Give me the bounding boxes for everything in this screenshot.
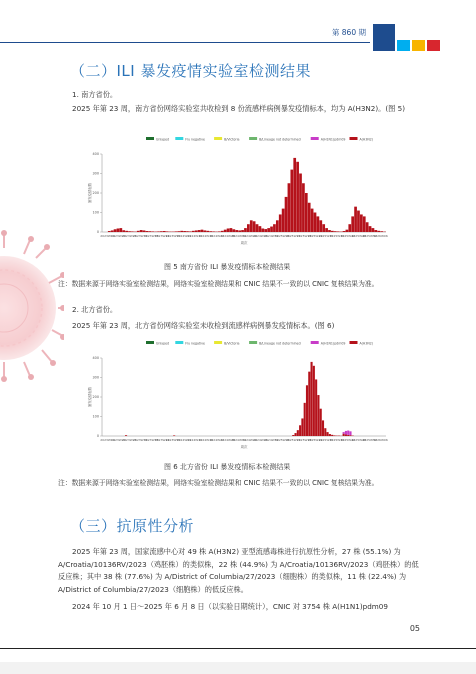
chart-bar [294, 433, 296, 436]
x-tick-label: 2024W16 [198, 438, 213, 442]
chart-bar [343, 231, 346, 232]
chart-bar [324, 428, 326, 436]
legend-label: A(H3N2) [359, 341, 374, 346]
chart-bar [343, 432, 345, 434]
x-tick-label: 2025W30 [318, 438, 334, 442]
chart-bar [293, 158, 296, 232]
x-tick-label: 2025W36 [329, 438, 345, 442]
legend-label: Unlyped [156, 341, 170, 346]
chart-bar [372, 228, 375, 232]
chart-bar [337, 231, 340, 232]
chart-bar [305, 193, 308, 232]
chart-bar [276, 220, 279, 232]
y-tick-label: 200 [92, 191, 99, 196]
chart-bar [297, 430, 299, 436]
chart-legend [146, 137, 373, 142]
chart-bar [235, 230, 238, 232]
legend-label: B/Victoria [224, 341, 240, 346]
chart-bar [346, 230, 349, 232]
y-tick-label: 400 [92, 152, 99, 157]
x-tick-label: 2024W04 [176, 438, 192, 442]
chart-bar [349, 431, 351, 435]
legend-label: Flu negative [185, 341, 206, 346]
chart-bar [288, 183, 291, 232]
y-tick-label: 100 [92, 210, 99, 215]
chart-bar [273, 224, 276, 232]
legend-swatch [249, 341, 257, 344]
chart-bar [108, 231, 111, 232]
x-tick-label: 2023W26 [122, 438, 137, 442]
chart-bar [290, 170, 293, 232]
x-tick-label: 2025W24 [307, 438, 323, 442]
x-tick-label: 2025W18 [296, 234, 312, 238]
south-paragraph: 2025 年第 23 周，南方省份网络实验室共收检到 8 份流感样病例暴发疫情标本，均为 A(H3N2)。(图 5) [72, 104, 406, 113]
chart-bar [357, 211, 360, 232]
chart-bar [333, 435, 335, 436]
y-axis-label: 暴发疫情起数 [88, 182, 92, 204]
virus-decoration [0, 228, 64, 388]
chart-bar [351, 216, 354, 232]
chart-bar [180, 231, 183, 232]
chart-bar [327, 432, 329, 436]
footer-rule [0, 648, 476, 649]
chart-bar [369, 226, 372, 232]
chart-bar [347, 435, 349, 436]
chart-bar [325, 228, 328, 232]
chart-bar [308, 372, 310, 436]
chart-bar [241, 230, 244, 232]
chart-bar [363, 216, 366, 232]
x-tick-label: 2024W34 [231, 438, 246, 442]
y-tick-label: 300 [92, 171, 99, 176]
chart-bar [304, 403, 306, 436]
chart-bar [209, 231, 212, 232]
section-title-antigenic: （三）抗原性分析 [70, 517, 195, 535]
chart-bar [259, 226, 262, 232]
legend-label: B/Lineage not determined [259, 137, 301, 142]
x-tick-label: 2024W10 [187, 438, 203, 442]
x-tick-label: 2024W22 [209, 438, 224, 442]
y-axis-label: 暴发疫情起数 [88, 386, 92, 408]
figure-6 [86, 336, 396, 456]
chart-bar [131, 231, 134, 232]
section-title-ili: （二）ILI 暴发疫情实验室检测结果 [70, 62, 311, 80]
chart-bar [299, 425, 301, 436]
x-tick-label: 2023W14 [100, 438, 115, 442]
figure-5-caption: 图 5 南方省份 ILI 暴发疫情标本检测结果 [164, 263, 291, 271]
chart-bar [166, 231, 169, 232]
chart-bar [201, 230, 204, 232]
x-tick-label: 2025W52 [362, 234, 377, 238]
chart-bar [186, 231, 189, 232]
x-tick-label: 2024W46 [253, 234, 268, 238]
chart-bar [128, 231, 131, 232]
south-heading: 1. 南方省份。 [72, 90, 118, 99]
legend-swatch [249, 137, 257, 140]
legend-label: A(H1N1)pdm09 [320, 137, 346, 142]
x-tick-label: 2023W20 [111, 234, 126, 238]
chart-bar [175, 231, 178, 232]
x-tick-label: 2023W44 [154, 234, 170, 238]
chart-bar [311, 362, 313, 436]
x-tick-label: 2023W20 [111, 438, 126, 442]
chart-bar [250, 220, 253, 232]
legend-swatch [350, 341, 358, 344]
chart-bar [320, 409, 322, 436]
x-tick-label: 2023W32 [133, 438, 148, 442]
header-block-red [427, 40, 440, 51]
chart-bar [306, 385, 308, 436]
chart-bar [148, 231, 151, 232]
chart-bar [377, 231, 380, 232]
chart-bar [177, 231, 180, 232]
legend-swatch [311, 137, 319, 140]
chart-bar [122, 230, 125, 232]
header-block-navy [373, 24, 395, 51]
chart-bar [322, 420, 324, 436]
chart-bar [279, 214, 282, 232]
x-tick-label: 2025W42 [340, 234, 355, 238]
chart-bar [261, 228, 264, 232]
x-tick-label: 2025W12 [285, 438, 301, 442]
legend-label: A(H3N2) [359, 137, 374, 142]
south-ili-chart [86, 132, 396, 252]
chart-bar [119, 228, 122, 232]
x-tick-label: 2025W36 [329, 234, 345, 238]
chart-bar [173, 435, 175, 436]
legend-swatch [311, 341, 319, 344]
legend-label: A(H1N1)pdm09 [320, 341, 346, 346]
chart-bar [157, 231, 160, 232]
chart-bar [267, 228, 270, 232]
chart-bar [117, 228, 120, 232]
chart-bar [183, 231, 186, 232]
x-tick-label: 2024W52 [264, 438, 279, 442]
legend-label: Unlyped [156, 137, 170, 142]
chart-bar [366, 222, 369, 232]
chart-bar [285, 197, 288, 232]
x-tick-label: 2024W16 [198, 234, 213, 238]
figure-6-caption: 图 6 北方省份 ILI 暴发疫情标本检测结果 [164, 463, 291, 471]
chart-bar [322, 224, 325, 232]
chart-bar [360, 214, 363, 232]
chart-bar [212, 231, 215, 232]
chart-bar [204, 230, 207, 232]
x-tick-label: 2024W04 [176, 234, 192, 238]
legend-swatch [214, 137, 222, 140]
chart-bar [206, 231, 209, 232]
chart-bar [348, 224, 351, 232]
figure-5-note: 注：数据来源于网络实验室检测结果，网络实验室检测结果和 CNIC 结果不一致的以 CNIC 复核结果为准。 [58, 280, 379, 288]
header-color-blocks [373, 24, 440, 51]
chart-bar [345, 431, 347, 435]
legend-swatch [175, 341, 183, 344]
y-tick-label: 100 [92, 414, 99, 419]
chart-bar [227, 228, 230, 232]
legend-swatch [350, 137, 358, 140]
chart-bar [146, 231, 149, 232]
x-tick-label: 2023W50 [165, 234, 181, 238]
y-tick-label: 0 [96, 434, 99, 439]
chart-bar [347, 431, 349, 435]
chart-bar [230, 228, 233, 232]
legend-label: B/Lineage not determined [259, 341, 301, 346]
chart-bar [192, 231, 195, 232]
chart-bar [282, 209, 285, 232]
chart-bar [329, 434, 331, 436]
header-block-yellow [412, 40, 425, 51]
chart-bar [256, 224, 259, 232]
x-tick-label: 2024W34 [231, 234, 246, 238]
chart-legend [146, 341, 373, 346]
chart-bar [137, 231, 140, 232]
x-tick-label: 2023W44 [154, 438, 170, 442]
figure-5 [86, 132, 396, 252]
x-axis-label: 周次 [240, 445, 248, 449]
chart-bar [264, 229, 267, 232]
chart-bar [292, 435, 294, 436]
chart-bar [331, 435, 333, 436]
x-tick-label: 2025W12 [285, 234, 301, 238]
chart-bar [301, 418, 303, 436]
chart-bar [224, 230, 227, 232]
north-paragraph: 2025 年第 23 周，北方省份网络实验室未收检到流感样病例暴发疫情标本。(图 6) [72, 321, 335, 330]
chart-bar [317, 395, 319, 436]
chart-bar [299, 174, 302, 233]
x-tick-label: 2024W46 [253, 438, 268, 442]
chart-bar [114, 229, 117, 232]
chart-bar [189, 231, 192, 232]
x-tick-label: 2023W38 [143, 234, 159, 238]
x-tick-label: 2025W06 [275, 438, 290, 442]
north-heading: 2. 北方省份。 [72, 305, 118, 314]
chart-bar [238, 230, 241, 232]
chart-bar [319, 220, 322, 232]
x-tick-label: 2024W10 [187, 234, 203, 238]
x-tick-label: 2025W30 [318, 234, 334, 238]
legend-swatch [214, 341, 222, 344]
footer-band [0, 662, 476, 674]
y-tick-label: 300 [92, 375, 99, 380]
chart-bar [247, 224, 250, 232]
x-axis-label: 周次 [240, 241, 248, 245]
figure-6-note: 注：数据来源于网络实验室检测结果，网络实验室检测结果和 CNIC 结果不一致的以 CNIC 复核结果为准。 [58, 479, 379, 487]
chart-bar [143, 230, 146, 232]
x-tick-label: 2024W28 [220, 234, 235, 238]
chart-bar [253, 221, 256, 232]
chart-bar [314, 213, 317, 233]
chart-bar [140, 230, 143, 232]
antigenic-paragraph-2: 2024 年 10 月 1 日～2025 年 6 月 8 日（以实验日期统计），CNIC 对 3754 株 A(H1N1)pdm09 [72, 602, 388, 611]
chart-bar [328, 230, 331, 232]
chart-bar [125, 435, 127, 436]
x-tick-label: 2025W42 [340, 438, 355, 442]
x-tick-label: 2023W38 [143, 438, 159, 442]
chart-bar [233, 229, 236, 232]
chart-bar [302, 183, 305, 232]
chart-bar [311, 209, 314, 232]
chart-bar [195, 230, 198, 232]
legend-label: Flu negative [185, 137, 206, 142]
y-tick-label: 200 [92, 395, 99, 400]
x-tick-label: 2024W22 [209, 234, 224, 238]
chart-bar [354, 207, 357, 232]
chart-bar [125, 231, 128, 232]
chart-bar [317, 216, 320, 232]
x-tick-label: 2023W14 [100, 234, 115, 238]
north-ili-chart [86, 336, 396, 456]
chart-bar [308, 203, 311, 232]
chart-bar [315, 379, 317, 436]
x-tick-label: 2024W40 [242, 438, 257, 442]
x-tick-label: 2024W40 [242, 234, 257, 238]
x-tick-label: 2026W06 [373, 234, 388, 238]
chart-bar [349, 435, 351, 436]
page-number: 05 [409, 624, 420, 633]
chart-bar [198, 230, 201, 232]
chart-bar [296, 162, 299, 232]
chart-bar [313, 366, 315, 436]
header-block-cyan [397, 40, 410, 51]
x-tick-label: 2025W48 [351, 438, 366, 442]
y-tick-label: 0 [96, 230, 99, 235]
legend-label: B/Victoria [224, 137, 240, 142]
x-tick-label: 2025W48 [351, 234, 366, 238]
chart-bar [221, 231, 224, 232]
chart-bar [331, 231, 334, 232]
x-tick-label: 2023W50 [165, 438, 181, 442]
x-tick-label: 2026W06 [373, 438, 388, 442]
chart-bar [343, 434, 345, 436]
legend-swatch [146, 341, 154, 344]
x-tick-label: 2025W18 [296, 438, 312, 442]
legend-swatch [146, 137, 154, 140]
chart-bar [270, 227, 273, 232]
chart-bar [244, 228, 247, 232]
x-tick-label: 2025W24 [307, 234, 323, 238]
x-tick-label: 2023W32 [133, 234, 148, 238]
chart-bar [151, 231, 154, 232]
chart-bar [375, 230, 378, 232]
antigenic-paragraph-1: 2025 年第 23 周，国家流感中心对 49 株 A(H3N2) 亚型流感毒株进行抗原性分析，27 株 (55.1%) 为 A/Croatia/10136RV/2023（鸡胚株）的类似株，22 株 (44.9%) 为 A/Croatia/10136RV/2023（鸡胚株）的低反应株；其中 38 株 (77.6%) 为 A/District of Columbia/27/2023（细胞株）的类似株，11 株 (22.4%) 为 A/District of Columbia/27/2023（细胞株）的低反应株。 [58, 547, 419, 594]
x-tick-label: 2023W26 [122, 234, 137, 238]
header-rule [0, 42, 370, 43]
legend-swatch [175, 137, 183, 140]
x-tick-label: 2024W28 [220, 438, 235, 442]
x-tick-label: 2024W52 [264, 234, 279, 238]
issue-number: 第 860 期 [331, 28, 366, 37]
chart-bar [160, 231, 163, 232]
chart-bar [345, 434, 347, 436]
chart-bar [380, 231, 383, 232]
chart-bar [218, 231, 221, 232]
y-tick-label: 400 [92, 356, 99, 361]
x-tick-label: 2025W06 [275, 234, 290, 238]
chart-bar [334, 231, 337, 232]
chart-bar [111, 230, 114, 232]
chart-bar [163, 231, 166, 232]
x-tick-label: 2025W52 [362, 438, 377, 442]
